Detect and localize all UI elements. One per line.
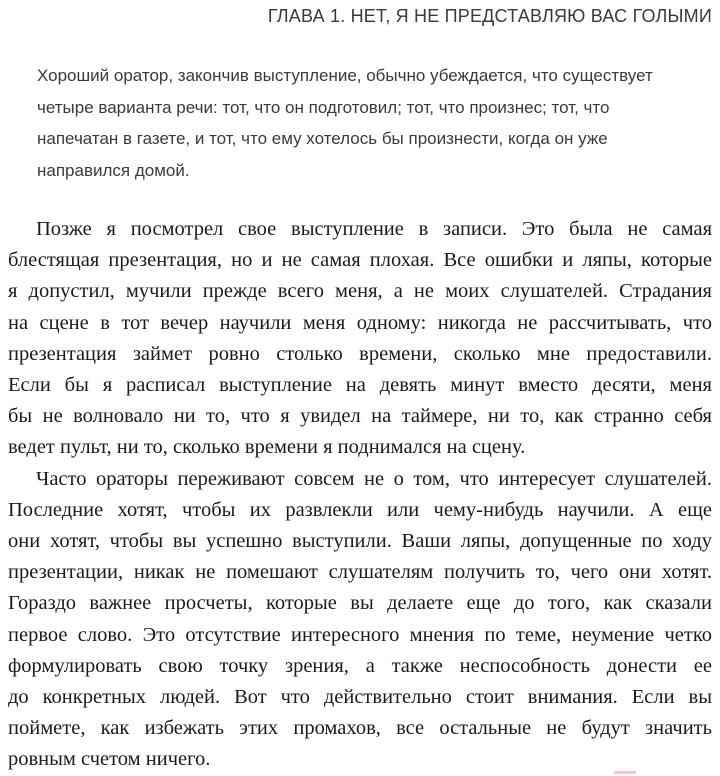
paragraph-line: Последние хотят, чтобы их развлекли или чему-нибудь научили. А еще: [8, 498, 712, 521]
epigraph-line: направился домой.: [37, 160, 190, 180]
paragraph-line: презентации, никак не помешают слушателям получить то, чего они хотят.: [8, 561, 712, 584]
paragraph-1: [8, 214, 712, 464]
paragraph-2: [8, 464, 712, 776]
paragraph-line: Гораздо важнее просчеты, которые вы делаете еще до того, как сказали: [8, 592, 712, 615]
body-text: [8, 214, 712, 776]
paragraph-line: до конкретных людей. Вот что действительно стоит внимания. Если вы: [8, 686, 712, 709]
paragraph-line: презентация займет ровно столько времени, сколько мне предоставили.: [8, 342, 712, 365]
epigraph-line: напечатан в газете, и тот, что ему хотелось бы произнести, когда он уже: [37, 129, 608, 148]
paragraph-line: я допустил, мучили прежде всего меня, а не моих слушателей. Страдания: [8, 280, 712, 303]
paragraph-line: ровным счетом ничего.: [8, 748, 211, 771]
paragraph-line: Если бы я расписал выступление на девять минут вместо десяти, меня: [8, 374, 712, 397]
paragraph-line: бы не волновало ни то, что я увидел на таймере, ни то, как странно себя: [8, 405, 712, 428]
paragraph-line: Позже я посмотрел свое выступление в записи. Это была не самая: [36, 218, 712, 240]
epigraph-line: четыре варианта речи: тот, что он подготовил; тот, что произнес; тот, что: [37, 97, 610, 117]
epigraph-line: Хороший оратор, закончив выступление, обычно убеждается, что существует: [37, 66, 653, 85]
paragraph-line: ведет пульт, ни то, сколько времени я поднимался на сцену.: [8, 436, 526, 459]
paragraph-line: на сцене в тот вечер научили меня одному: никогда не рассчитывать, что: [8, 311, 712, 334]
epigraph: [37, 60, 697, 186]
running-head: ГЛАВА 1. НЕТ, Я НЕ ПРЕДСТАВЛЯЮ ВАС ГОЛЫМИ: [267, 6, 712, 26]
paragraph-line: первое слово. Это отсутствие интересного мнения по теме, неумение четко: [8, 623, 712, 646]
paragraph-line: формулировать свою точку зрения, а также неспособность донести ее: [8, 654, 712, 677]
page-corner-mark: [614, 771, 636, 774]
paragraph-line: поймете, как избежать этих промахов, все остальные не будут значить: [8, 717, 712, 740]
paragraph-line: блестящая презентация, но и не самая плохая. Все ошибки и ляпы, которые: [8, 249, 712, 272]
paragraph-line: они хотят, чтобы вы успешно выступили. Ваши ляпы, допущенные по ходу: [8, 530, 712, 553]
paragraph-line: Часто ораторы переживают совсем не о том, что интересует слушателей.: [36, 467, 712, 490]
